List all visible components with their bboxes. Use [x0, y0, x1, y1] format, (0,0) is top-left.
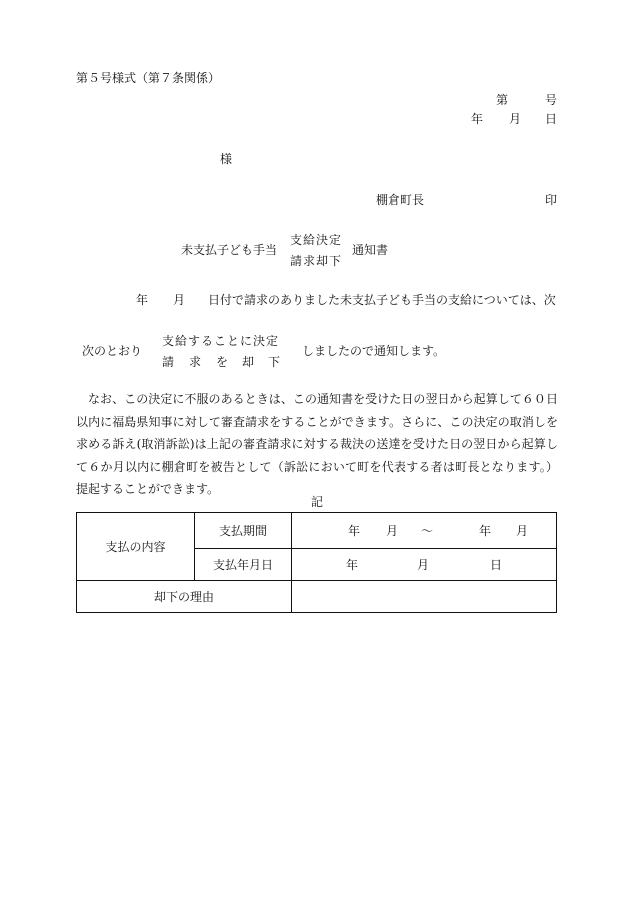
date-month: 月	[509, 112, 522, 126]
pay-date-year: 年	[346, 558, 359, 572]
reject-char: 下	[268, 355, 281, 369]
pay-date-day: 日	[490, 558, 503, 572]
doc-number-dai: 第	[496, 93, 509, 107]
payment-date-value	[292, 549, 557, 581]
title-suffix: 通知書	[352, 243, 389, 257]
title-option-grant: 支給決定	[290, 233, 343, 247]
body-line2-option-grant: 支給することに決定	[162, 334, 280, 348]
body-line1-text: 日付で請求のありました未支払子ども手当の支給については、次	[208, 293, 556, 307]
date-day: 日	[545, 112, 558, 126]
body-year: 年	[136, 293, 149, 307]
form-id: 第５号様式（第７条関係）	[76, 71, 221, 85]
period-year-start: 年	[348, 524, 361, 538]
period-tilde: ～	[421, 524, 434, 538]
body-line2-prefix: 次のとおり	[82, 344, 143, 358]
body-line2-suffix: しましたので通知します。	[302, 344, 446, 358]
payment-date-label: 支払年月日	[195, 549, 292, 581]
appeal-notice: なお、この決定に不服のあるときは、この通知書を受けた日の翌日から起算して６０日以内に福島県知事に対して審査請求をすることができます。さらに、この決定の取消しを求める訴え(取消訴訟)は上記の審査請求に対する裁決の送達を受けた日の翌日から起算して６か月以内に棚倉町を被告として（訴訟において町を代表する者は町長となります。）提起することができます。	[76, 392, 558, 497]
title-prefix: 未支払子ども手当	[181, 243, 278, 257]
period-month-end: 月	[516, 524, 529, 538]
reject-char: 却	[242, 355, 255, 369]
pay-date-month: 月	[417, 558, 430, 572]
payment-content-label: 支払の内容	[77, 513, 195, 581]
doc-number-go: 号	[545, 93, 558, 107]
reject-char: を	[216, 355, 229, 369]
period-year-end: 年	[479, 524, 492, 538]
date-year: 年	[471, 112, 484, 126]
rejection-reason-label: 却下の理由	[77, 581, 292, 613]
body-month: 月	[173, 293, 186, 307]
payment-period-label: 支払期間	[195, 513, 292, 549]
reject-char: 求	[189, 355, 202, 369]
reject-char: 請	[162, 355, 175, 369]
ki-heading: 記	[311, 495, 324, 509]
payment-details-table	[76, 512, 557, 613]
issuer-title: 棚倉町長	[376, 193, 425, 207]
issuer-seal: 印	[545, 193, 558, 207]
title-option-reject: 請求却下	[290, 254, 343, 268]
period-month-start: 月	[386, 524, 399, 538]
payment-period-value	[292, 513, 557, 549]
rejection-reason-value	[292, 581, 557, 613]
addressee-sama: 様	[220, 152, 233, 166]
